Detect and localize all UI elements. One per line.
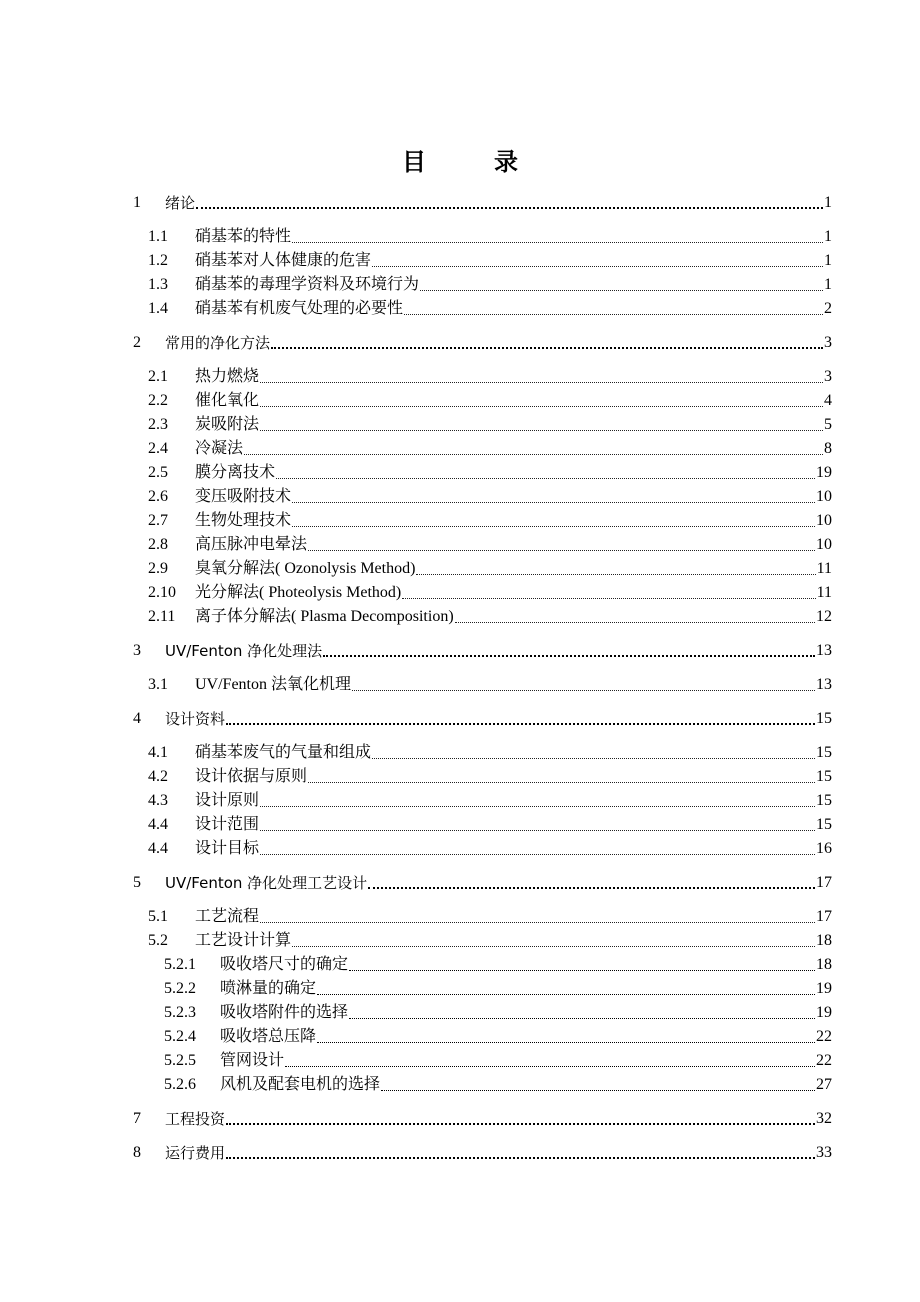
dot-leader — [317, 994, 815, 995]
toc-entry[interactable] — [133, 1107, 832, 1129]
toc-entry-page: 15 — [816, 792, 832, 809]
dot-leader — [260, 922, 815, 923]
toc-entry[interactable] — [164, 953, 832, 975]
toc-entry-number: 5 — [133, 874, 141, 891]
toc-entry[interactable] — [148, 905, 832, 927]
toc-entry-title: 设计原则 — [195, 792, 260, 809]
dot-leader — [349, 970, 815, 971]
toc-entry-page: 19 — [816, 1004, 832, 1021]
toc-entry-page: 13 — [816, 676, 832, 693]
toc-entry-number: 4.4 — [148, 816, 168, 833]
toc-entry[interactable] — [148, 789, 832, 811]
toc-entry-title: 光分解法( Photeolysis Method) — [195, 584, 402, 601]
toc-entry-title: 绪论 — [165, 194, 196, 212]
toc-entry-number: 5.2.1 — [164, 956, 196, 973]
toc-entry[interactable] — [164, 977, 832, 999]
toc-entry-number: 2.5 — [148, 464, 168, 481]
toc-entry[interactable] — [148, 813, 832, 835]
toc-entry-number: 2.3 — [148, 416, 168, 433]
dot-leader — [416, 574, 815, 575]
toc-entry-number: 5.2.5 — [164, 1052, 196, 1069]
toc-entry-page: 11 — [816, 584, 832, 601]
toc-entry-number: 5.2.3 — [164, 1004, 196, 1021]
toc-entry[interactable] — [148, 437, 832, 459]
toc-entry-page: 32 — [816, 1110, 832, 1127]
dot-leader — [260, 830, 815, 831]
dot-leader — [308, 550, 815, 551]
toc-entry[interactable] — [133, 191, 832, 213]
toc-entry-title: 生物处理技术 — [195, 512, 292, 529]
toc-entry-title: 膜分离技术 — [195, 464, 276, 481]
toc-entry-number: 3.1 — [148, 676, 168, 693]
toc-entry-page: 12 — [816, 608, 832, 625]
toc-entry-page: 4 — [824, 392, 832, 409]
toc-entry-page: 13 — [816, 642, 832, 659]
toc-entry-title: 工艺设计计算 — [195, 932, 292, 949]
dot-leader — [455, 622, 815, 623]
toc-entry-page: 15 — [816, 710, 832, 727]
toc-entry-title: 硝基苯的特性 — [195, 228, 292, 245]
toc-entry-title: 风机及配套电机的选择 — [220, 1076, 381, 1093]
toc-entry-title: 高压脉冲电晕法 — [195, 536, 308, 553]
toc-entry-page: 15 — [816, 744, 832, 761]
toc-entry-title: 常用的净化方法 — [165, 334, 271, 352]
toc-entry-title: 管网设计 — [220, 1052, 285, 1069]
dot-leader — [420, 290, 823, 291]
toc-entry-title: 设计目标 — [195, 840, 260, 857]
toc-entry-page: 17 — [816, 908, 832, 925]
toc-entry-page: 8 — [824, 440, 832, 457]
dot-leader — [292, 946, 815, 947]
toc-entry-number: 2.4 — [148, 440, 168, 457]
toc-entry-page: 10 — [816, 512, 832, 529]
toc-entry[interactable] — [148, 365, 832, 387]
toc-entry-title: 吸收塔附件的选择 — [220, 1004, 349, 1021]
toc-entry-page: 19 — [816, 464, 832, 481]
dot-leader — [292, 242, 823, 243]
toc-entry[interactable] — [133, 639, 832, 661]
toc-entry-page: 17 — [816, 874, 832, 891]
toc-entry-number: 1 — [133, 194, 141, 211]
toc-entry-title: 催化氧化 — [195, 392, 260, 409]
dot-leader — [368, 887, 815, 889]
toc-entry-page: 18 — [816, 932, 832, 949]
toc-entry-title: 硝基苯有机废气处理的必要性 — [195, 300, 404, 317]
toc-entry-title: 工程投资 — [165, 1110, 226, 1128]
toc-entry-page: 10 — [816, 488, 832, 505]
toc-entry[interactable] — [148, 509, 832, 531]
toc-entry[interactable] — [148, 389, 832, 411]
toc-entry-number: 2.9 — [148, 560, 168, 577]
toc-entry-number: 4.2 — [148, 768, 168, 785]
dot-leader — [308, 782, 815, 783]
toc-entry-number: 4.4 — [148, 840, 168, 857]
toc-entry-title: 热力燃烧 — [195, 368, 260, 385]
toc-entry-title: 变压吸附技术 — [195, 488, 292, 505]
dot-leader — [323, 655, 815, 657]
toc-entry-number: 5.2 — [148, 932, 168, 949]
toc-entry[interactable] — [164, 1049, 832, 1071]
toc-entry[interactable] — [133, 707, 832, 729]
toc-entry[interactable] — [133, 331, 832, 353]
toc-entry-title: 运行费用 — [165, 1144, 226, 1162]
dot-leader — [317, 1042, 815, 1043]
toc-entry-title: 硝基苯对人体健康的危害 — [195, 252, 372, 269]
toc-entry-number: 4 — [133, 710, 141, 727]
dot-leader — [285, 1066, 815, 1067]
toc-entry-title: 硝基苯废气的气量和组成 — [195, 744, 372, 761]
dot-leader — [381, 1090, 815, 1091]
dot-leader — [260, 430, 823, 431]
toc-entry[interactable] — [133, 1141, 832, 1163]
toc-entry[interactable] — [133, 871, 832, 893]
toc-entry-title: 臭氧分解法( Ozonolysis Method) — [195, 560, 416, 577]
toc-entry-page: 3 — [824, 334, 832, 351]
dot-leader — [372, 758, 815, 759]
toc-entry[interactable] — [164, 1001, 832, 1023]
toc-entry-number: 2.8 — [148, 536, 168, 553]
dot-leader — [226, 723, 815, 725]
toc-entry[interactable] — [148, 485, 832, 507]
toc-entry-page: 1 — [824, 252, 832, 269]
toc-entry-number: 3 — [133, 642, 141, 659]
toc-entry[interactable] — [148, 741, 832, 763]
toc-entry-number: 8 — [133, 1144, 141, 1161]
toc-entry-title: UV/Fenton 法氧化机理 — [195, 676, 352, 693]
toc-entry[interactable] — [148, 461, 832, 483]
dot-leader — [276, 478, 815, 479]
toc-entry[interactable] — [148, 533, 832, 555]
toc-entry-number: 2.2 — [148, 392, 168, 409]
toc-entry-page: 22 — [816, 1028, 832, 1045]
toc-entry-page: 1 — [824, 194, 832, 211]
toc-entry-page: 1 — [824, 276, 832, 293]
toc-entry[interactable] — [164, 1073, 832, 1095]
toc-entry-title: UV/Fenton 净化处理法 — [165, 642, 323, 660]
dot-leader — [352, 690, 815, 691]
toc-entry-number: 5.1 — [148, 908, 168, 925]
toc-entry-number: 2 — [133, 334, 141, 351]
toc-entry-number: 7 — [133, 1110, 141, 1127]
dot-leader — [271, 347, 823, 349]
dot-leader — [196, 207, 823, 209]
toc-entry-number: 4.3 — [148, 792, 168, 809]
dot-leader — [244, 454, 823, 455]
toc-entry-page: 33 — [816, 1144, 832, 1161]
toc-entry-number: 5.2.6 — [164, 1076, 196, 1093]
toc-entry[interactable] — [148, 557, 832, 579]
toc-entry[interactable] — [148, 673, 832, 695]
dot-leader — [404, 314, 823, 315]
toc-entry[interactable] — [148, 297, 832, 319]
toc-entry-title: 炭吸附法 — [195, 416, 260, 433]
toc-entry-title: 工艺流程 — [195, 908, 260, 925]
toc-entry-number: 4.1 — [148, 744, 168, 761]
toc-entry[interactable] — [148, 581, 832, 603]
toc-entry-number: 5.2.2 — [164, 980, 196, 997]
toc-entry-number: 1.4 — [148, 300, 168, 317]
dot-leader — [292, 502, 815, 503]
toc-entry-page: 10 — [816, 536, 832, 553]
toc-entry-number: 2.1 — [148, 368, 168, 385]
toc-entry[interactable] — [148, 837, 832, 859]
toc-entry-page: 19 — [816, 980, 832, 997]
toc-entry[interactable] — [148, 765, 832, 787]
toc-entry[interactable] — [148, 605, 832, 627]
dot-leader — [260, 806, 815, 807]
toc-entry-title: UV/Fenton 净化处理工艺设计 — [165, 874, 368, 892]
toc-entry[interactable] — [148, 273, 832, 295]
toc-entry-page: 18 — [816, 956, 832, 973]
toc-entry[interactable] — [148, 249, 832, 271]
toc-entry-number: 1.3 — [148, 276, 168, 293]
toc-entry-title: 离子体分解法( Plasma Decomposition) — [195, 608, 454, 625]
toc-entry[interactable] — [148, 929, 832, 951]
toc-entry-number: 2.6 — [148, 488, 168, 505]
toc-entry-number: 1.2 — [148, 252, 168, 269]
dot-leader — [226, 1157, 815, 1159]
toc-entry-number: 2.11 — [148, 608, 176, 625]
toc-entry-page: 5 — [824, 416, 832, 433]
toc-entry-page: 3 — [824, 368, 832, 385]
dot-leader — [260, 382, 823, 383]
dot-leader — [226, 1123, 815, 1125]
toc-entry-title: 设计资料 — [165, 710, 226, 728]
toc-entry-page: 22 — [816, 1052, 832, 1069]
dot-leader — [372, 266, 823, 267]
toc-entry-page: 11 — [816, 560, 832, 577]
toc-entry-page: 15 — [816, 768, 832, 785]
toc-entry-title: 吸收塔总压降 — [220, 1028, 317, 1045]
toc-entry-title: 设计范围 — [195, 816, 260, 833]
toc-entry-number: 1.1 — [148, 228, 168, 245]
toc-entry[interactable] — [164, 1025, 832, 1047]
toc-entry-page: 1 — [824, 228, 832, 245]
toc-entry-page: 2 — [824, 300, 832, 317]
toc-entry-title: 设计依据与原则 — [195, 768, 308, 785]
toc-entry-number: 5.2.4 — [164, 1028, 196, 1045]
toc-entry-title: 吸收塔尺寸的确定 — [220, 956, 349, 973]
toc-entry[interactable] — [148, 225, 832, 247]
dot-leader — [349, 1018, 815, 1019]
toc-entry-number: 2.10 — [148, 584, 176, 601]
toc-entry-number: 2.7 — [148, 512, 168, 529]
toc-entry[interactable] — [148, 413, 832, 435]
dot-leader — [260, 406, 823, 407]
page-title: 目 录 — [402, 148, 540, 176]
toc-entry-title: 喷淋量的确定 — [220, 980, 317, 997]
toc-entry-page: 15 — [816, 816, 832, 833]
toc-entry-title: 硝基苯的毒理学资料及环境行为 — [195, 276, 420, 293]
dot-leader — [402, 598, 815, 599]
toc-entry-title: 冷凝法 — [195, 440, 244, 457]
dot-leader — [292, 526, 815, 527]
dot-leader — [260, 854, 815, 855]
toc-entry-page: 27 — [816, 1076, 832, 1093]
toc-entry-page: 16 — [816, 840, 832, 857]
